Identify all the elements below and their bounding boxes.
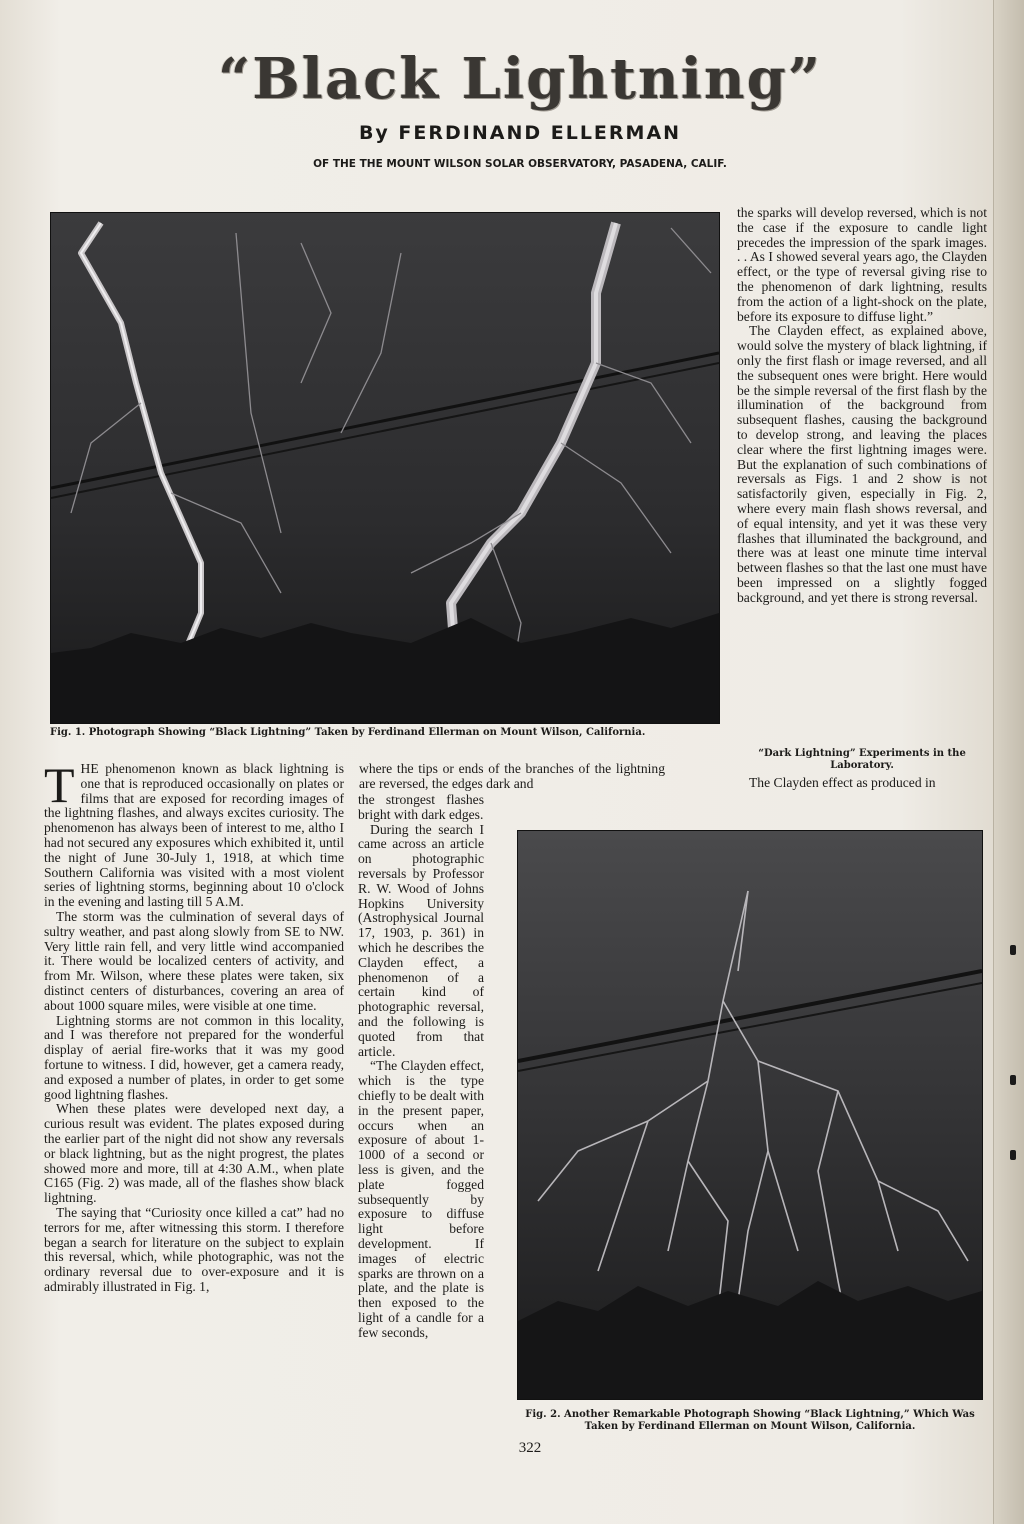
article-title: “Black Lightning” <box>218 46 822 112</box>
paragraph: During the search I came across an article on photographic reversals by Professor R. W. Wood of Johns Hopkins University (Astrophysical Journal 17, 1903, p. 361) in which he describes the Clayden effect, a phenomenon of a certain kind of photographic reversal, and the following is quoted from that article. <box>358 821 484 1059</box>
next-page-edge <box>993 0 1024 1524</box>
binding-hole <box>1010 1150 1016 1160</box>
paragraph: The saying that “Curiosity once killed a cat” had no terrors for me, after witnessing this storm. I therefore began a search for literature on the subject to explain this reversal, which, while photographic, was not the ordinary reversal due to over-exposure and it is admirably illustrated in Fig. 1, <box>44 1204 344 1294</box>
drop-cap: T <box>44 757 75 813</box>
figure-1-photo <box>50 212 720 724</box>
paragraph: where the tips or ends of the branches of the lightning are reversed, the edges dark and <box>359 761 665 791</box>
figure-2-photo <box>517 830 983 1400</box>
column-right-continued <box>737 776 987 791</box>
binding-hole <box>1010 945 1016 955</box>
column-right-top <box>737 206 987 606</box>
article-byline: By FERDINAND ELLERMAN <box>358 122 682 144</box>
paragraph: the sparks will develop reversed, which is not the case if the exposure to candle light precedes the impression of the spark images. . . As I showed several years ago, the Clayden effect, or the type of reversal giving rise to the phenomenon of dark lightning, results from the action of a light-shock on the plate, before its exposure to diffuse light.” <box>737 205 987 324</box>
section-subhead: “Dark Lightning” Experiments in the Laboratory. <box>758 748 966 771</box>
column-middle-narrow <box>358 793 484 1340</box>
opening-text: HE phenomenon known as black lightning is one that is reproduced occasionally on plates or films that are exposed for recording images of the lightning flashes, and always excites curiosity. The phenomenon has always been of interest to me, altho I had not secured any exposures which exhibited it, until the night of June 30-July 1, 1918, at which time Southern California was visited with a most violent series of lightning storms, beginning about 10 o'clock in the evening and lasting till 5 A.M. <box>44 761 344 910</box>
opening-paragraph <box>44 757 344 910</box>
figure-2-caption: Fig. 2. Another Remarkable Photograph Showing “Black Lightning,” Which Was Taken by Ferdinand Ellerman on Mount Wilson, California. <box>525 1409 975 1432</box>
author-affiliation: OF THE THE MOUNT WILSON SOLAR OBSERVATORY, PASADENA, CALIF. <box>313 158 727 170</box>
figure-1-caption: Fig. 1. Photograph Showing “Black Lightning” Taken by Ferdinand Ellerman on Mount Wilson, California. <box>50 727 646 738</box>
paragraph: Lightning storms are not common in this locality, and I was therefore not prepared for the wonderful display of aerial fire-works that it was my good fortune to witness. I did, however, get a camera ready, and exposed a number of plates, in order to get some good lightning flashes. <box>44 1012 344 1102</box>
binding-hole <box>1010 1075 1016 1085</box>
lightning-photo-1 <box>51 213 719 723</box>
paragraph: The Clayden effect as produced in <box>749 775 936 790</box>
paragraph: the strongest flashes bright with dark edges. <box>358 792 484 822</box>
lightning-photo-2 <box>518 831 982 1399</box>
paragraph: The storm was the culmination of several days of sultry weather, and past along slowly from SE to NW. Very little rain fell, and very little wind accompanied it. There would be localized centers of activity, and from Mr. Wilson, where these plates were taken, six distinct centers of disturbances, covering an area of about 1000 square miles, were visible at one time. <box>44 908 344 1013</box>
column-middle-top <box>359 762 665 792</box>
paragraph: When these plates were developed next day, a curious result was evident. The plates exposed during the earlier part of the night did not show any reversals or black lightning, but as the night progrest, the plates showed more and more, till at 4:30 A.M., when plate C165 (Fig. 2) was made, all of the flashes show black lightning. <box>44 1101 344 1206</box>
column-left <box>44 757 344 1295</box>
paragraph: The Clayden effect, as explained above, would solve the mystery of black lightning, if only the first flash or image reversed, and all the subsequent ones were bright. Here would be the simple reversal of the first flash by the illumination of the background from subsequent flashes, causing the background to develop strong, and leaving the places clear where the first lightning images were. But the explanation of such combinations of reversals as Figs. 1 and 2 show is not satisfactorily given, especially in Fig. 2, where every main flash shows reversal, and of equal intensity, and yet it was these very flashes that illuminated the background, and there was at least one minute time interval between flashes so that the last one must have been impressed on a slightly fogged background, and yet there is strong reversal. <box>737 323 987 605</box>
paragraph: “The Clayden effect, which is the type chiefly to be dealt with in the present paper, occurs when an exposure of about 1-1000 of a second or less is given, and the plate fogged subsequently by exposure to diffuse light before development. If images of electric sparks are thrown on a plate, and the plate is then exposed to the light of a candle for a few seconds, <box>358 1058 484 1340</box>
page-number: 322 <box>518 1440 542 1456</box>
